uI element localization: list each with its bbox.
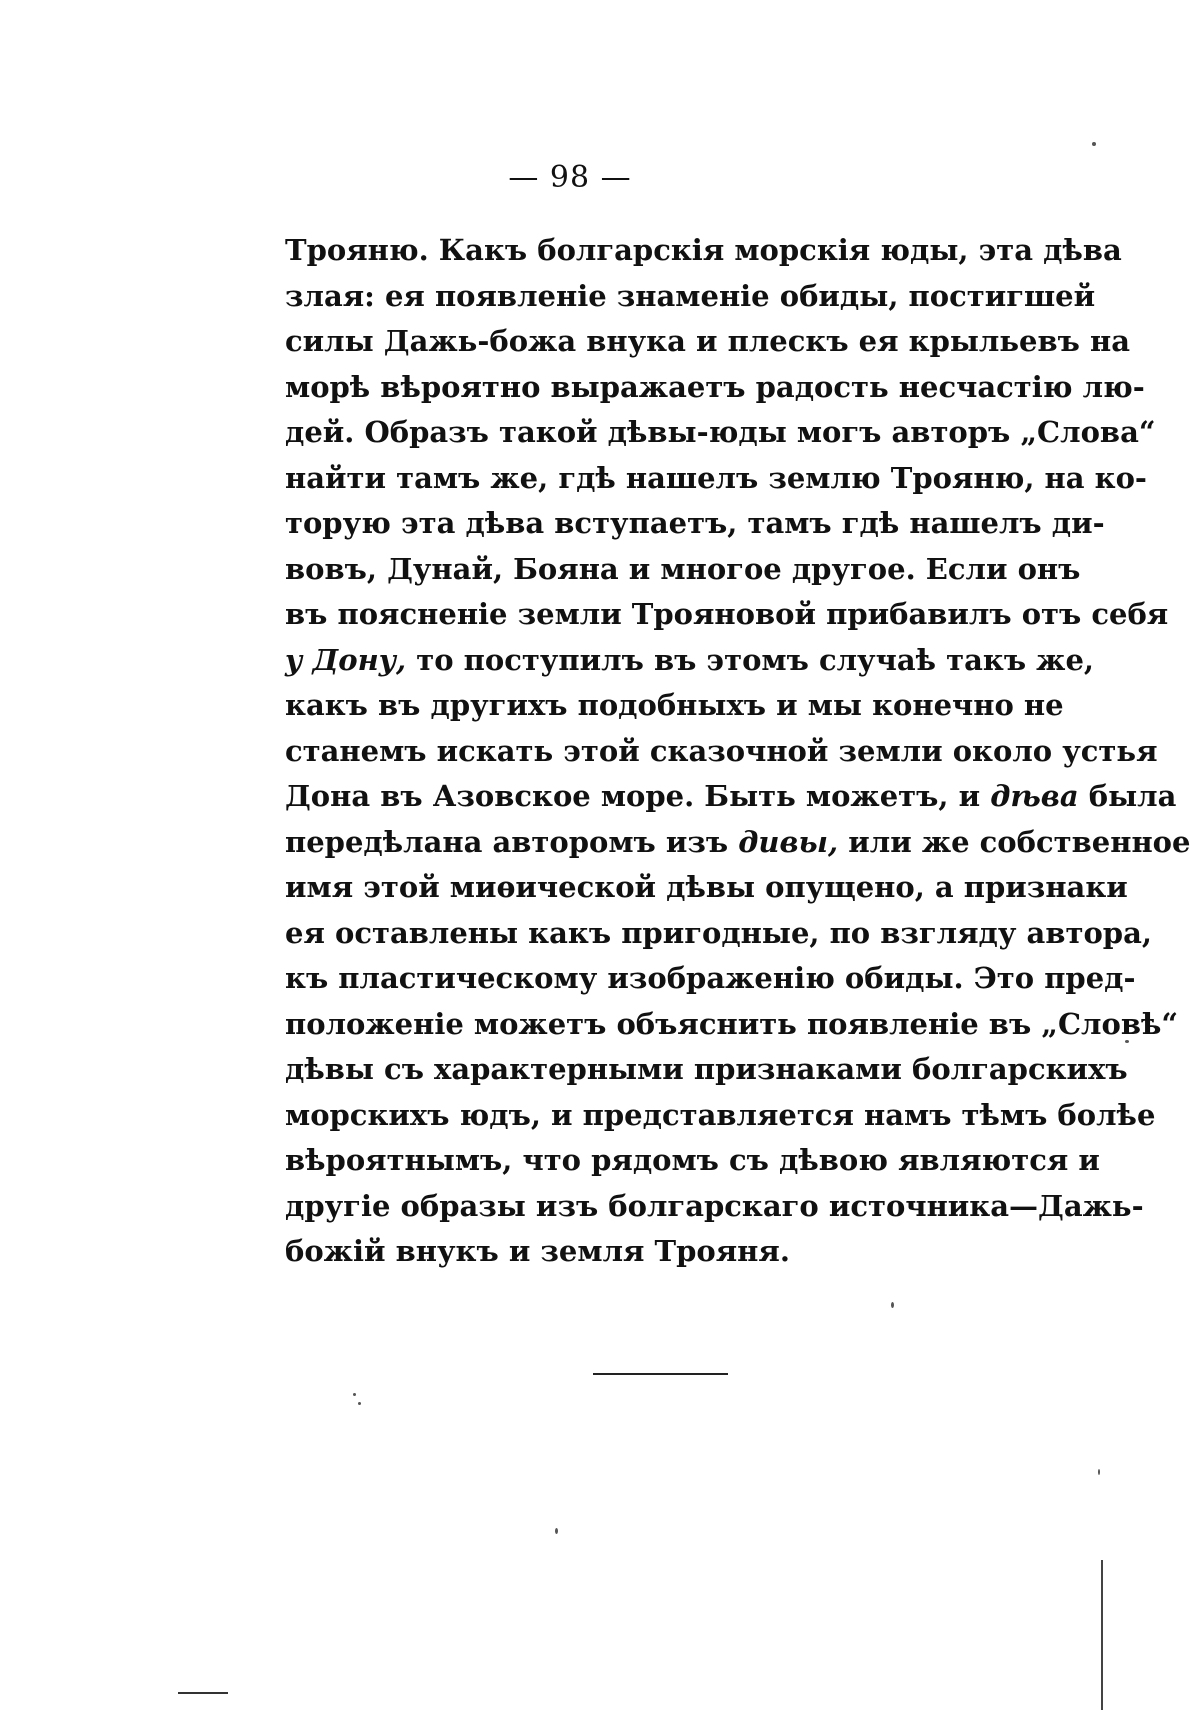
scan-speck [891,1302,894,1308]
text-line: положеніе можетъ объяснить появленіе въ „Словѣ“ [285,1006,1179,1041]
text-line: какъ въ другихъ подобныхъ и мы конечно не [285,688,1064,722]
page-number: — 98 — [508,160,632,195]
section-end-rule [593,1373,728,1375]
scan-speck [358,1402,361,1405]
text-line [285,774,1177,820]
scan-speck [1092,142,1096,146]
line-segment: или же собственное [838,824,1190,859]
text-line [285,638,1094,684]
text-line: вовъ, Дунай, Бояна и многое другое. Если онъ [285,551,1081,586]
text-line: Трояню. Какъ болгарскія морскія юды, эта дѣва [285,233,1122,267]
text-line: силы Дажь-божа внука и плескъ ея крыльевъ на [285,324,1131,358]
line-segment: то поступилъ въ этомъ случаѣ такъ же, [406,642,1094,677]
text-line: злая: ея появленіе знаменіе обиды, постигшей [285,278,1096,313]
text-line: морѣ вѣроятно выражаетъ радость несчастію лю- [285,369,1145,404]
text-line: найти тамъ же, гдѣ нашелъ землю Трояню, на ко- [285,460,1147,495]
footer-rule [178,1692,228,1694]
text-line: ея оставлены какъ пригодные, по взгляду автора, [285,915,1152,950]
italic-term: дѣва [990,779,1079,813]
italic-term: у Дону, [285,642,407,677]
text-line: станемъ искать этой сказочной земли около устья [285,733,1158,768]
scan-speck [555,1528,558,1534]
italic-term: дивы, [738,824,839,859]
text-line: торую эта дѣва вступаетъ, тамъ гдѣ нашелъ ди- [285,506,1105,540]
line-segment: передѣлана авторомъ изъ [285,824,739,859]
text-line: другіе образы изъ болгарскаго источника—Дажь- [285,1188,1144,1223]
text-line: имя этой миѳической дѣвы опущено, а признаки [285,870,1128,904]
text-line: дей. Образъ такой дѣвы-юды могъ авторъ „Слова“ [285,415,1156,449]
line-segment: Дона въ Азовское море. Быть можетъ, и [285,779,991,813]
scan-speck [353,1393,356,1396]
text-line [285,820,1190,866]
text-line: божій внукъ и земля Трояня. [285,1234,790,1268]
scan-speck [1098,1469,1100,1475]
text-line: въ поясненіе земли Трояновой прибавилъ отъ себя [285,597,1169,631]
text-line: дѣвы съ характерными признаками болгарскихъ [285,1052,1128,1086]
line-segment: была [1078,779,1177,813]
scan-edge-line [1101,1560,1103,1710]
text-line: вѣроятнымъ, что рядомъ съ дѣвою являются и [285,1143,1100,1177]
text-line: морскихъ юдъ, и представляется намъ тѣмъ болѣе [285,1097,1156,1132]
scan-speck [1125,1040,1129,1043]
body-text [285,228,1190,1275]
text-line: къ пластическому изображенію обиды. Это пред- [285,961,1136,995]
